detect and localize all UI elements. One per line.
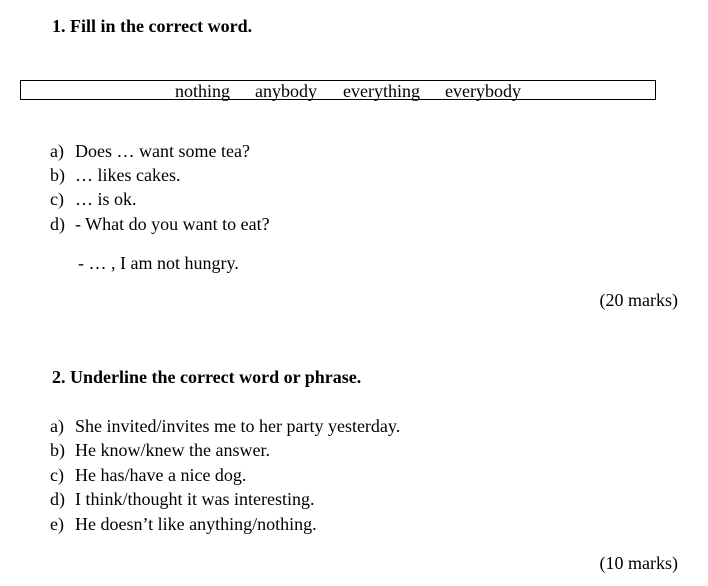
section1-item-letter-b: b) [50, 165, 65, 185]
word-bank-item-anybody: anybody [255, 81, 317, 101]
section1-item-text-b: … likes cakes. [75, 165, 181, 185]
section1-item-text-d: - What do you want to eat? [75, 214, 270, 234]
section1-marks: (20 marks) [599, 290, 678, 310]
section2-item-text-d: I think/thought it was interesting. [75, 489, 315, 509]
section1-reply: - … , I am not hungry. [78, 253, 239, 273]
section2-marks: (10 marks) [599, 553, 678, 573]
section2-item-text-c: He has/have a nice dog. [75, 465, 247, 485]
section1-heading: 1. Fill in the correct word. [52, 16, 253, 36]
word-bank-item-everything: everything [343, 81, 420, 101]
section1-item-text-a: Does … want some tea? [75, 141, 250, 161]
section1-item-letter-c: c) [50, 189, 64, 209]
section1-item-letter-a: a) [50, 141, 64, 161]
section2-item-letter-e: e) [50, 514, 64, 534]
section1-item-letter-d: d) [50, 214, 65, 234]
section2-item-letter-b: b) [50, 440, 65, 460]
word-bank-item-everybody: everybody [445, 81, 521, 101]
section2-item-letter-a: a) [50, 416, 64, 436]
word-bank-box [20, 80, 656, 100]
section2-heading: 2. Underline the correct word or phrase. [52, 367, 362, 387]
section2-item-text-e: He doesn’t like anything/nothing. [75, 514, 317, 534]
section2-item-text-a: She invited/invites me to her party yesterday. [75, 416, 401, 436]
section2-item-letter-d: d) [50, 489, 65, 509]
word-bank-item-nothing: nothing [175, 81, 231, 101]
section2-item-text-b: He know/knew the answer. [75, 440, 270, 460]
section2-item-letter-c: c) [50, 465, 64, 485]
section1-item-text-c: … is ok. [75, 189, 137, 209]
